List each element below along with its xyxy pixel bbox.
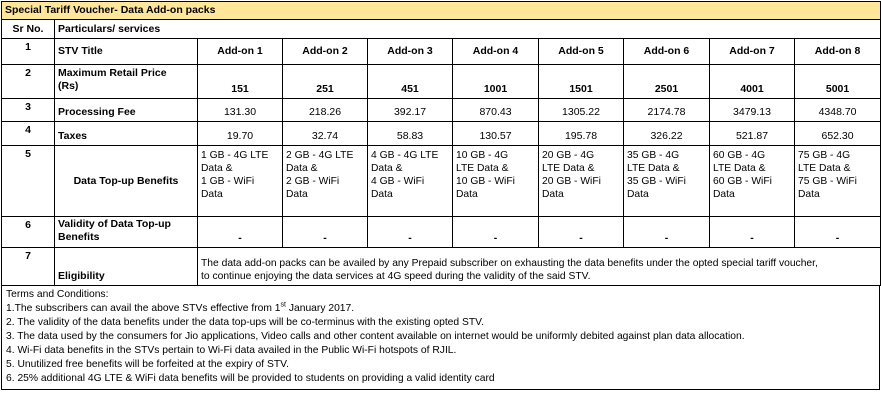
mrp-cell: 151 (198, 65, 283, 99)
sr-number: 5 (2, 146, 55, 217)
benefit-line: LTE Data & (713, 163, 766, 174)
benefit-line: 1 GB - 4G LTE (201, 150, 269, 161)
taxes-cell: 652.30 (795, 122, 881, 146)
taxes-cell: 32.74 (283, 122, 368, 146)
sr-no-header: Sr No. (2, 20, 55, 39)
validity-cell: - (624, 217, 710, 248)
taxes-cell: 58.83 (368, 122, 453, 146)
stv-title-cell: Add-on 4 (453, 39, 539, 65)
header-row (2, 20, 881, 39)
row-label (55, 217, 198, 248)
benefit-line: Data & (201, 163, 233, 174)
benefit-line: 60 GB - 4G (713, 150, 766, 161)
taxes-cell: 195.78 (539, 122, 624, 146)
benefit-line: 75 GB - 4G (798, 150, 851, 161)
row-label: Taxes (55, 122, 198, 146)
terms-item-text: 1.The subscribers can avail the above STVs effective from 1 (6, 303, 281, 314)
mrp-cell: 451 (368, 65, 453, 99)
benefit-line: 20 GB - WiFi (542, 176, 601, 187)
validity-cell: - (368, 217, 453, 248)
benefit-line: Data (627, 189, 649, 200)
tariff-document (1, 1, 880, 390)
benefit-line: LTE Data & (627, 163, 680, 174)
benefit-line: LTE Data & (542, 163, 595, 174)
benefit-line: LTE Data & (798, 163, 851, 174)
mrp-cell: 1001 (453, 65, 539, 99)
processing-fee-cell: 131.30 (198, 99, 283, 122)
benefit-line: 20 GB - 4G (542, 150, 595, 161)
benefit-line: Data (201, 189, 223, 200)
stv-title-cell: Add-on 6 (624, 39, 710, 65)
benefit-line: 60 GB - WiFi (713, 176, 772, 187)
taxes-cell: 326.22 (624, 122, 710, 146)
benefit-line: 4 GB - WiFi (371, 176, 425, 187)
stv-title-cell: Add-on 3 (368, 39, 453, 65)
terms-item: 3. The data used by the consumers for Jio applications, Video calls and other content available on internet would be uniformly debited against plan data allocation. (6, 331, 745, 342)
eligibility-text (198, 248, 881, 286)
row-label-line: Benefits (58, 231, 100, 243)
row-label-line: Validity of Data Top-up (58, 218, 171, 230)
sr-number: 6 (2, 217, 55, 248)
validity-cell: - (539, 217, 624, 248)
sr-number: 7 (2, 248, 55, 286)
benefit-line: 10 GB - WiFi (456, 176, 515, 187)
stv-title-cell: Add-on 8 (795, 39, 881, 65)
benefit-cell (624, 146, 710, 217)
taxes-cell: 521.87 (710, 122, 795, 146)
validity-cell: - (198, 217, 283, 248)
row-label: STV Title (55, 39, 198, 65)
processing-fee-cell: 3479.13 (710, 99, 795, 122)
row-label: Data Top-up Benefits (55, 146, 198, 217)
stv-title-cell: Add-on 7 (710, 39, 795, 65)
stv-title-cell: Add-on 5 (539, 39, 624, 65)
validity-cell: - (283, 217, 368, 248)
mrp-cell: 251 (283, 65, 368, 99)
mrp-cell: 2501 (624, 65, 710, 99)
benefit-line: 10 GB - 4G (456, 150, 509, 161)
table-row-eligibility (2, 248, 881, 286)
benefit-line: Data & (286, 163, 318, 174)
taxes-cell: 19.70 (198, 122, 283, 146)
terms-item-text: January 2017. (285, 303, 355, 314)
table-row-data-benefits (2, 146, 881, 217)
benefit-line: Data (542, 189, 564, 200)
benefit-line: 35 GB - WiFi (627, 176, 686, 187)
row-label (55, 65, 198, 99)
benefit-line: Data (798, 189, 820, 200)
benefit-line: Data (286, 189, 308, 200)
validity-cell: - (710, 217, 795, 248)
terms-item: 6. 25% additional 4G LTE & WiFi data benefits will be provided to students on providing a valid identity card (6, 373, 495, 384)
validity-cell: - (453, 217, 539, 248)
table-row-stv-title (2, 39, 881, 65)
benefit-line: Data (371, 189, 393, 200)
mrp-cell: 4001 (710, 65, 795, 99)
benefit-line: 75 GB - WiFi (798, 176, 857, 187)
terms-item: 2. The validity of the data benefits under the data top-ups will be co-terminus with the existing opted STV. (6, 317, 484, 328)
terms-item: 5. Unutilized free benefits will be forfeited at the expiry of STV. (6, 359, 289, 370)
particulars-header: Particulars/ services (55, 20, 881, 39)
mrp-cell: 1501 (539, 65, 624, 99)
tariff-table (1, 1, 881, 286)
processing-fee-cell: 218.26 (283, 99, 368, 122)
processing-fee-cell: 870.43 (453, 99, 539, 122)
terms-and-conditions (1, 286, 880, 390)
table-title: Special Tariff Voucher- Data Add-on packs (2, 2, 881, 20)
mrp-cell: 5001 (795, 65, 881, 99)
benefit-line: 2 GB - WiFi (286, 176, 340, 187)
eligibility-line: to continue enjoying the data services at 4G speed during the validity of the said STV. (201, 271, 591, 282)
benefit-line: 1 GB - WiFi (201, 176, 255, 187)
terms-superscript: st (280, 301, 286, 309)
processing-fee-cell: 2174.78 (624, 99, 710, 122)
table-row-taxes (2, 122, 881, 146)
sr-number: 3 (2, 99, 55, 122)
benefit-cell (795, 146, 881, 217)
row-label-line: (Rs) (58, 80, 79, 92)
processing-fee-cell: 1305.22 (539, 99, 624, 122)
table-row-validity (2, 217, 881, 248)
row-label: Eligibility (55, 248, 198, 286)
benefit-line: Data (456, 189, 478, 200)
benefit-line: Data & (371, 163, 403, 174)
sr-number: 1 (2, 39, 55, 65)
processing-fee-cell: 392.17 (368, 99, 453, 122)
terms-item (6, 302, 875, 316)
terms-item: 4. Wi-Fi data benefits in the STVs pertain to Wi-Fi data availed in the Public Wi-Fi hotspots of RJIL. (6, 345, 457, 356)
validity-cell: - (795, 217, 881, 248)
benefit-line: 4 GB - 4G LTE (371, 150, 439, 161)
table-row-mrp (2, 65, 881, 99)
benefit-cell (368, 146, 453, 217)
benefit-line: LTE Data & (456, 163, 509, 174)
sr-number: 2 (2, 65, 55, 99)
stv-title-cell: Add-on 2 (283, 39, 368, 65)
benefit-line: Data (713, 189, 735, 200)
benefit-cell (453, 146, 539, 217)
terms-heading: Terms and Conditions: (6, 289, 109, 300)
taxes-cell: 130.57 (453, 122, 539, 146)
benefit-cell (283, 146, 368, 217)
sr-number: 4 (2, 122, 55, 146)
row-label: Processing Fee (55, 99, 198, 122)
table-row-processing-fee (2, 99, 881, 122)
benefit-line: 2 GB - 4G LTE (286, 150, 354, 161)
benefit-cell (198, 146, 283, 217)
benefit-line: 35 GB - 4G (627, 150, 680, 161)
benefit-cell (539, 146, 624, 217)
stv-title-cell: Add-on 1 (198, 39, 283, 65)
eligibility-line: The data add-on packs can be availed by any Prepaid subscriber on exhausting the data benefits under the opted special tariff voucher, (201, 258, 818, 269)
row-label-line: Maximum Retail Price (58, 67, 167, 79)
processing-fee-cell: 4348.70 (795, 99, 881, 122)
benefit-cell (710, 146, 795, 217)
